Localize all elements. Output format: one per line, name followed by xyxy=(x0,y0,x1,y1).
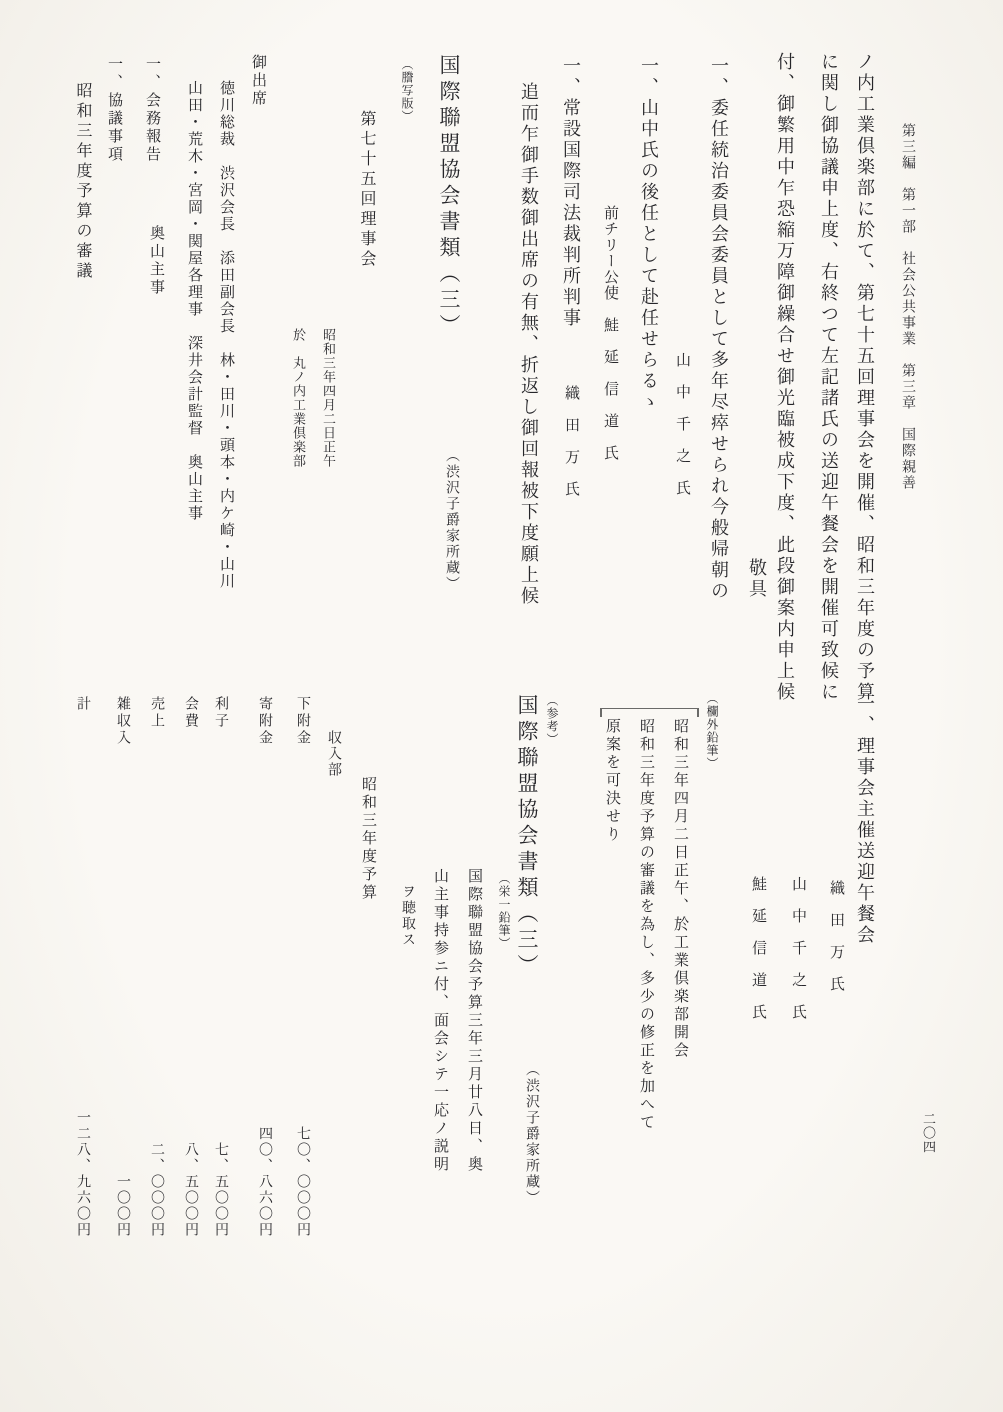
income-row xyxy=(72,696,92,1238)
income-amount: 七、五〇〇円 xyxy=(213,1142,228,1238)
doc-edition: （謄写版） xyxy=(400,58,414,123)
guest-item-2: 一、山中氏の後任として赴任せらるゝ xyxy=(639,56,659,413)
letter-closing: 敬具 xyxy=(747,558,767,600)
income-label: 下附金 xyxy=(295,696,310,747)
doc-source: （渋沢子爵家所蔵） xyxy=(444,448,459,592)
doc-date: 昭和三年四月二日正午 xyxy=(321,328,336,468)
running-head: 第三編 第一部 社会公共事業 第三章 国際親善 xyxy=(900,123,915,491)
pencil-bracket-line xyxy=(600,708,698,709)
income-amount: 二、〇〇〇円 xyxy=(149,1142,164,1238)
pencil-note-line-2: 山主事持参ニ付、面会シテ一応ノ説明 xyxy=(432,868,448,1174)
income-label: 寄附金 xyxy=(257,696,272,747)
eiichi-pencil-label: （栄一鉛筆） xyxy=(497,872,511,950)
income-row xyxy=(112,696,132,1238)
income-amount: 一二八、九六〇円 xyxy=(75,1110,90,1238)
letter-line-2: に関し御協議申上度、右終つて左記諸氏の送迎午餐会を開催可致候に xyxy=(819,52,839,703)
luncheon-name-2: 山 中 千 之 氏 xyxy=(790,876,806,1020)
attendance-label: 御出席 xyxy=(250,54,266,108)
guest-name-3: 織 田 万 氏 xyxy=(563,385,579,497)
income-row xyxy=(180,696,200,1238)
luncheon-name-1: 織 田 万 氏 xyxy=(828,880,844,992)
income-row xyxy=(146,696,166,1238)
agenda-item-1-by: 奥山主事 xyxy=(148,225,164,297)
reference-label: （参考） xyxy=(545,694,559,746)
income-section-label: 収入部 xyxy=(326,730,341,778)
income-label: 売上 xyxy=(149,696,164,730)
reference-source: （渋沢子爵家所蔵） xyxy=(524,1062,539,1206)
margin-note-line-2: 昭和三年度予算の審議を為し、多少の修正を加へて xyxy=(638,718,654,1132)
attendees-line-2: 山田・荒木・宮岡・関屋各理事 深井会計監督 奥山主事 xyxy=(186,80,202,522)
agenda-item-2-detail: 昭和三年度予算の審議 xyxy=(74,82,91,282)
doc-heading: 第七十五回理事会 xyxy=(358,110,375,270)
income-row xyxy=(210,696,230,1238)
income-label: 計 xyxy=(75,696,90,713)
income-label: 利子 xyxy=(213,696,228,730)
luncheon-name-3: 鮭 延 信 道 氏 xyxy=(750,876,766,1020)
guest-name-1: 山 中 千 之 氏 xyxy=(674,352,690,496)
doc-place: 於 丸ノ内工業倶楽部 xyxy=(291,328,306,468)
income-amount: 一〇〇円 xyxy=(115,1174,130,1238)
income-label: 雑収入 xyxy=(115,696,130,747)
agenda-item-2: 一、協議事項 xyxy=(106,56,122,164)
letter-line-1: ノ内工業倶楽部に於て、第七十五回理事会を開催、昭和三年度の予算 xyxy=(855,52,875,703)
pencil-note-line-3: ヲ聴取ス xyxy=(400,884,415,948)
pencil-bracket-tick-right xyxy=(697,708,699,717)
income-row xyxy=(254,696,274,1238)
income-label: 会費 xyxy=(183,696,198,730)
letter-line-3: 付、御繁用中乍恐縮万障御繰合せ御光臨被成下度、此段御案内申上候 xyxy=(775,52,795,703)
luncheon-item: 一、理事会主催送迎午餐会 xyxy=(855,694,875,946)
margin-note-label: （欄外鉛筆） xyxy=(705,692,719,770)
agenda-item-1: 一、会務報告 xyxy=(144,56,160,164)
income-row xyxy=(292,696,312,1238)
attendees-line-1: 徳川総裁 渋沢会長 添田副会長 林・田川・頭本・内ケ崎・山川 xyxy=(218,80,234,590)
margin-note-line-3: 原案を可決せり xyxy=(604,718,620,844)
margin-note-line-1: 昭和三年四月二日正午、於工業倶楽部開会 xyxy=(672,718,688,1060)
doc-title: 国際聯盟協会書類（三） xyxy=(437,54,461,340)
income-amount: 四〇、八六〇円 xyxy=(257,1126,272,1238)
pencil-note-line-1: 国際聯盟協会予算三年三月廿八日、奥 xyxy=(466,868,482,1174)
letter-postscript: 追而乍御手数御出席の有無、折返し御回報被下度願上候 xyxy=(519,82,539,607)
reference-title: 国際聯盟協会書類（三） xyxy=(515,694,539,980)
budget-heading: 昭和三年度予算 xyxy=(360,776,376,902)
pencil-bracket-tick-left xyxy=(600,708,602,717)
income-amount: 七〇、〇〇〇円 xyxy=(295,1126,310,1238)
guest-item-1: 一、委任統治委員会委員として多年尽瘁せられ今般帰朝の xyxy=(709,56,729,602)
guest-item-3: 一、常設国際司法裁判所判事 xyxy=(561,56,581,329)
guest-name-2: 前チリー公使 鮭 延 信 道 氏 xyxy=(602,205,618,461)
income-amount: 八、五〇〇円 xyxy=(183,1142,198,1238)
page-number: 二〇四 xyxy=(921,1112,936,1154)
